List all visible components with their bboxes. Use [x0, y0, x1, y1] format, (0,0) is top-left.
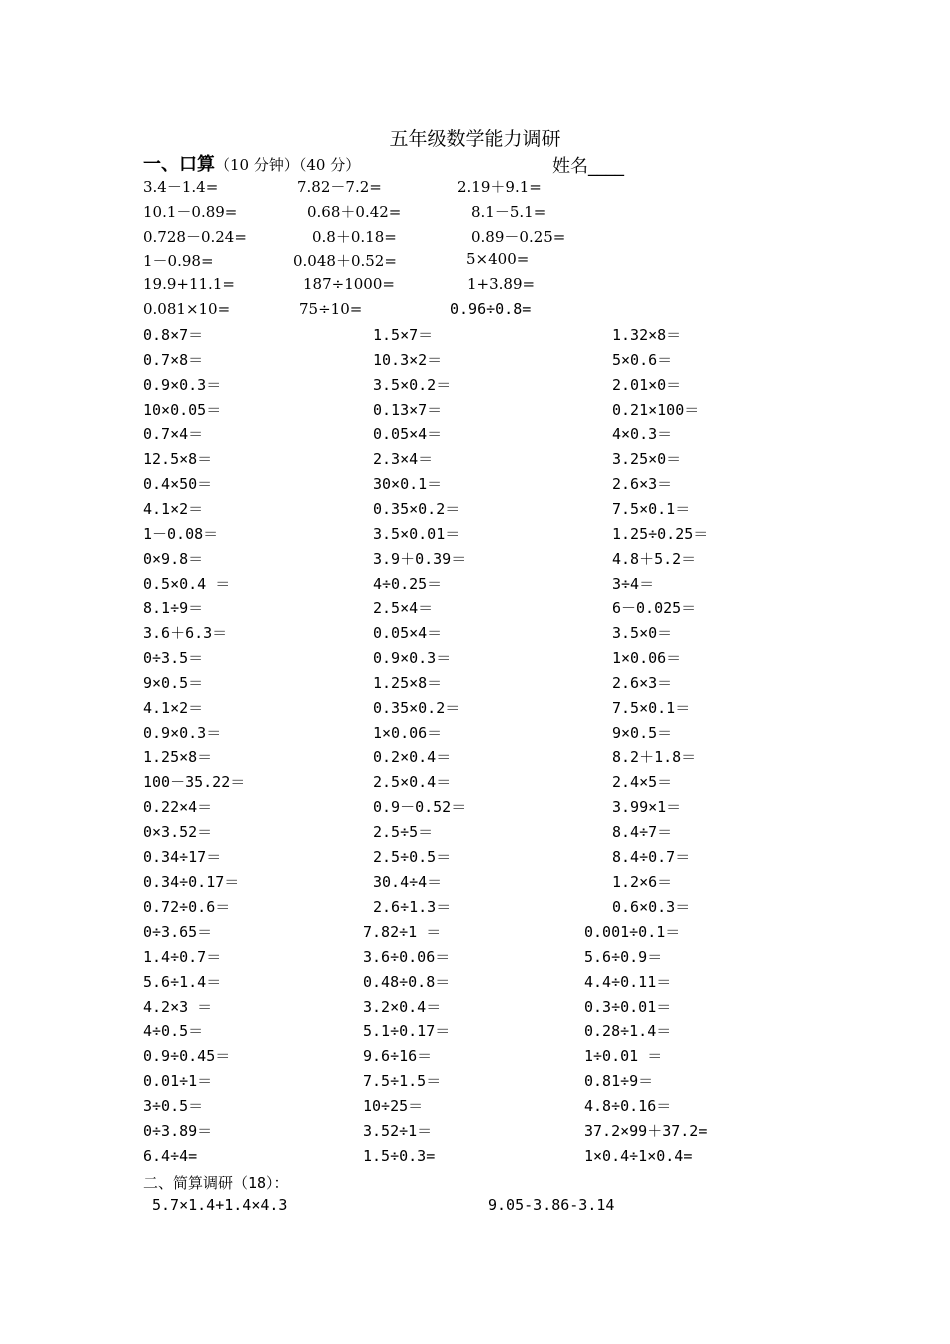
problem-item: 3.6＋6.3＝: [143, 624, 228, 643]
problem-item: 0.35×0.2＝: [373, 698, 461, 717]
problem-item: 10÷25＝: [363, 1096, 424, 1115]
problem-item: 0.21×100＝: [612, 400, 700, 419]
section1-time: （10 分钟）（40 分）: [215, 156, 361, 174]
problem-item: 0.9－0.52＝: [373, 798, 467, 817]
problem-item: 4.4÷0.11＝: [584, 972, 672, 991]
problem-item: 5.6÷1.4＝: [143, 972, 222, 991]
problem-item: 3.5×0.01＝: [373, 524, 461, 543]
problem-item: 0.9÷0.45＝: [143, 1047, 231, 1066]
problem-item: 2.01×0＝: [612, 375, 682, 394]
problem-item: 0÷3.89＝: [143, 1121, 213, 1140]
problem-item: 8.2＋1.8＝: [612, 748, 697, 767]
problem-item: 2.6×3＝: [612, 475, 673, 494]
problem-item: 3.6÷0.06＝: [363, 947, 451, 966]
problem-item: 4×0.3＝: [612, 425, 673, 444]
problem-item: 187÷1000=: [303, 275, 395, 294]
problem-item: 100－35.22＝: [143, 773, 246, 792]
problem-item: 0÷3.5＝: [143, 649, 204, 668]
problem-item: 6.4÷4=: [143, 1146, 198, 1165]
problem-item: 2.3×4＝: [373, 450, 434, 469]
problem-item: 4÷0.25＝: [373, 574, 443, 593]
problem-item: 3.99×1＝: [612, 798, 682, 817]
problem-item: 1×0.06＝: [612, 649, 682, 668]
problem-item: 1.25×8＝: [143, 748, 213, 767]
problem-item: 8.4÷0.7＝: [612, 847, 691, 866]
problem-item: 0.728－0.24=: [143, 227, 247, 246]
problem-item: 0.48÷0.8＝: [363, 972, 451, 991]
problem-item: 7.5×0.1＝: [612, 698, 691, 717]
problem-item: 1.25×8＝: [373, 673, 443, 692]
problem-item: 0.5×0.4 ＝: [143, 574, 231, 593]
problem-item: 4.8＋5.2＝: [612, 549, 697, 568]
problem-item: 0.68＋0.42=: [307, 202, 402, 221]
problem-item: 3÷4＝: [612, 574, 655, 593]
problem-item: 3.25×0＝: [612, 450, 682, 469]
problem-item: 6－0.025＝: [612, 599, 697, 618]
problem-item: 0.05×4＝: [373, 624, 443, 643]
problem-item: 0.7×4＝: [143, 425, 204, 444]
problem-item: 0.9×0.3＝: [143, 375, 222, 394]
problem-item: 1÷0.01 ＝: [584, 1047, 663, 1066]
problem-item: 7.82－7.2=: [297, 178, 382, 196]
problem-item: 1.25÷0.25＝: [612, 524, 709, 543]
simplify-item-1: 5.7×1.4+1.4×4.3: [152, 1196, 288, 1214]
problem-item: 0.96÷0.8=: [450, 300, 532, 318]
problem-item: 0.8＋0.18=: [312, 227, 397, 246]
problem-item: 3.52÷1＝: [363, 1121, 433, 1140]
problem-item: 4.2×3 ＝: [143, 997, 213, 1016]
problem-item: 0.9×0.3＝: [143, 723, 222, 742]
problem-item: 0×9.8＝: [143, 549, 204, 568]
problem-item: 2.5×0.4＝: [373, 773, 452, 792]
problem-item: 0.81÷9＝: [584, 1072, 654, 1091]
problem-item: 0.35×0.2＝: [373, 499, 461, 518]
problem-item: 5×0.6＝: [612, 350, 673, 369]
problem-item: 2.19＋9.1=: [457, 178, 542, 196]
problem-item: 30.4÷4＝: [373, 872, 443, 891]
problem-item: 2.5×4＝: [373, 599, 434, 618]
problem-item: 8.1－5.1=: [471, 202, 547, 221]
problem-item: 0.13×7＝: [373, 400, 443, 419]
problem-item: 1×0.06＝: [373, 723, 443, 742]
problem-item: 0.22×4＝: [143, 798, 213, 817]
problem-item: 10.1－0.89=: [143, 202, 238, 221]
problem-item: 0.048＋0.52=: [293, 252, 397, 271]
problem-item: 0.2×0.4＝: [373, 748, 452, 767]
problem-item: 0.7×8＝: [143, 350, 204, 369]
problem-item: 0.01÷1＝: [143, 1072, 213, 1091]
page-title: 五年级数学能力调研: [389, 128, 561, 150]
problem-item: 0.9×0.3＝: [373, 649, 452, 668]
problem-item: 12.5×8＝: [143, 450, 213, 469]
problem-item: 9×0.5＝: [143, 673, 204, 692]
problem-item: 7.5÷1.5＝: [363, 1072, 442, 1091]
problem-item: 1.32×8＝: [612, 326, 682, 344]
problem-item: 1.5÷0.3=: [363, 1146, 436, 1165]
problem-item: 5.6÷0.9＝: [584, 947, 663, 966]
problem-item: 0.4×50＝: [143, 475, 213, 494]
problem-item: 3÷0.5＝: [143, 1096, 204, 1115]
problem-item: 9×0.5＝: [612, 723, 673, 742]
problem-item: 8.4÷7＝: [612, 823, 673, 841]
problem-item: 0.001÷0.1＝: [584, 923, 681, 941]
problem-item: 75÷10=: [299, 300, 363, 318]
problem-item: 2.6×3＝: [612, 673, 673, 692]
problem-item: 0.081×10=: [143, 300, 231, 318]
problem-item: 4÷0.5＝: [143, 1022, 204, 1041]
problem-item: 3.5×0＝: [612, 624, 673, 643]
problem-item: 0÷3.65＝: [143, 923, 213, 941]
problem-item: 2.5÷5＝: [373, 823, 434, 841]
problem-item: 0.3÷0.01＝: [584, 997, 672, 1016]
problem-item: 0.28÷1.4＝: [584, 1022, 672, 1041]
problem-item: 2.4×5＝: [612, 773, 673, 792]
problem-item: 2.6÷1.3＝: [373, 897, 452, 916]
problem-item: 1－0.08＝: [143, 524, 219, 543]
problem-item: 0.6×0.3＝: [612, 897, 691, 916]
problem-item: 0.89－0.25=: [471, 227, 566, 246]
problem-item: 4.1×2＝: [143, 698, 204, 717]
problem-item: 2.5÷0.5＝: [373, 847, 452, 866]
problem-item: 0.72÷0.6＝: [143, 897, 231, 916]
section1-heading: [143, 150, 360, 176]
simplify-item-2: 9.05-3.86-3.14: [488, 1196, 615, 1214]
problem-item: 7.82÷1 ＝: [363, 923, 442, 941]
problem-item: 10×0.05＝: [143, 400, 222, 419]
problem-item: 19.9+11.1=: [143, 275, 235, 294]
problem-item: 3.9＋0.39＝: [373, 549, 467, 568]
problem-item: 1+3.89=: [467, 275, 536, 294]
problem-item: 8.1÷9＝: [143, 599, 204, 618]
problem-item: 3.5×0.2＝: [373, 375, 452, 394]
problem-item: 0.05×4＝: [373, 425, 443, 444]
section1-label: 一、口算: [143, 154, 215, 175]
problem-item: 5×400=: [466, 250, 530, 269]
problem-item: 3.4－1.4=: [143, 178, 219, 196]
problem-item: 30×0.1＝: [373, 475, 443, 494]
problem-item: 37.2×99＋37.2=: [584, 1121, 708, 1140]
problem-item: 1.2×6＝: [612, 872, 673, 891]
problem-item: 10.3×2＝: [373, 350, 443, 369]
problem-item: 1－0.98=: [143, 252, 214, 271]
problem-item: 4.8÷0.16＝: [584, 1096, 672, 1115]
problem-item: 0.34÷0.17＝: [143, 872, 240, 891]
problem-item: 3.2×0.4＝: [363, 997, 442, 1016]
problem-item: 1×0.4÷1×0.4=: [584, 1146, 693, 1165]
problem-item: 0×3.52＝: [143, 823, 213, 841]
section2-heading: 二、简算调研（18）：: [143, 1174, 289, 1192]
problem-item: 0.8×7＝: [143, 326, 204, 344]
problem-item: 1.4÷0.7＝: [143, 947, 222, 966]
name-field-label: 姓名____: [552, 156, 624, 177]
problem-item: 7.5×0.1＝: [612, 499, 691, 518]
problem-item: 4.1×2＝: [143, 499, 204, 518]
problem-item: 5.1÷0.17＝: [363, 1022, 451, 1041]
problem-item: 9.6÷16＝: [363, 1047, 433, 1066]
problem-item: 0.34÷17＝: [143, 847, 222, 866]
problem-item: 1.5×7＝: [373, 326, 434, 344]
